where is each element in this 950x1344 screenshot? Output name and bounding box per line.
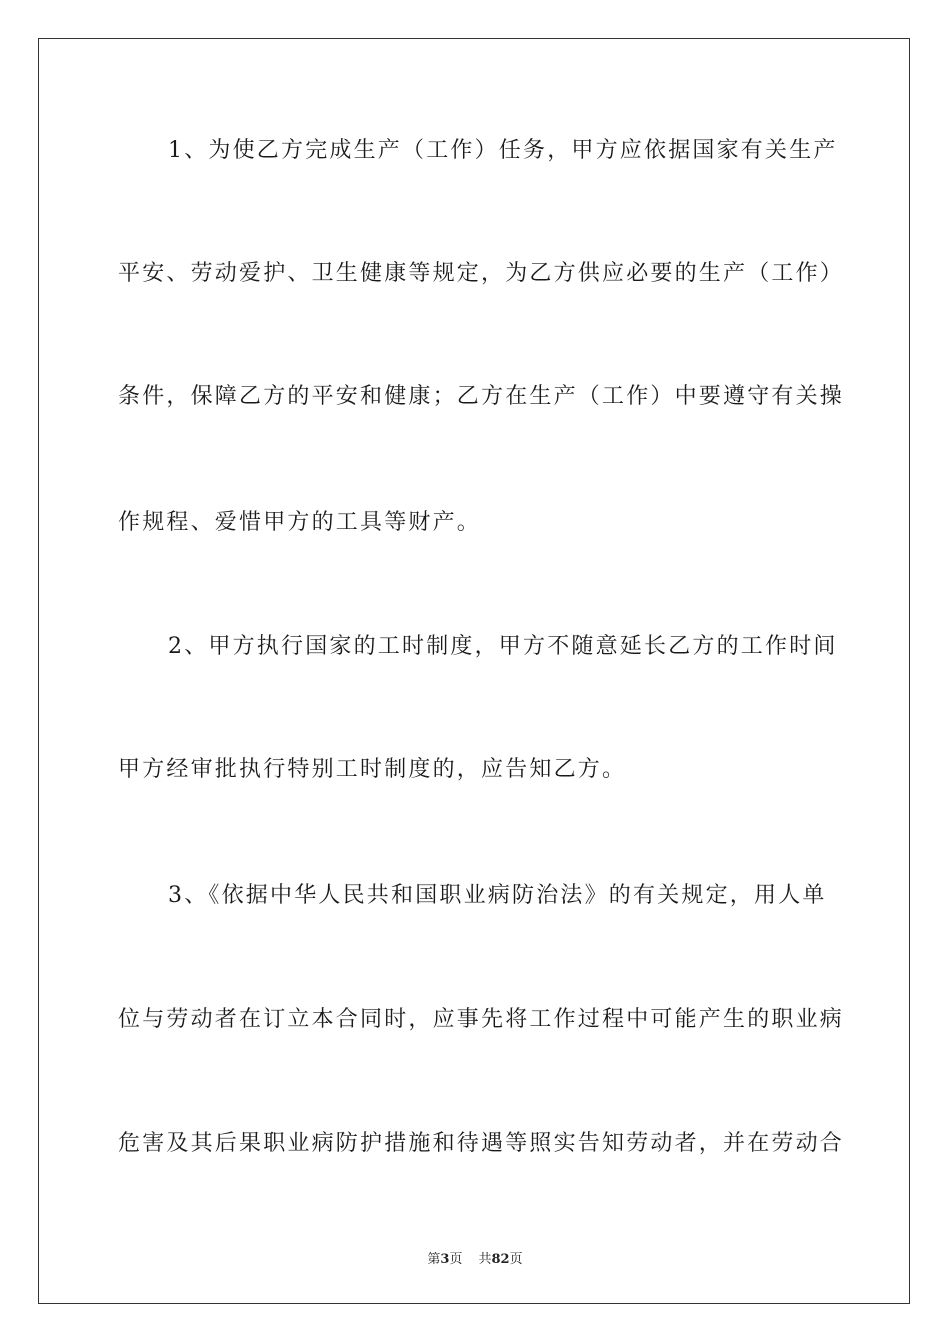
paragraph-1-line-3: 条件，保障乙方的平安和健康；乙方在生产（工作）中要遵守有关操 — [118, 384, 845, 409]
footer-page-prefix: 第 — [427, 1252, 441, 1267]
paragraph-1-line-2: 平安、劳动爱护、卫生健康等规定，为乙方供应必要的生产（工作） — [118, 261, 845, 286]
footer-page-suffix: 页 — [449, 1252, 463, 1267]
footer-page-number: 3 — [440, 1252, 450, 1267]
paragraph-1-line-1: 1、为使乙方完成生产（工作）任务，甲方应依据国家有关生产 — [168, 138, 838, 163]
footer-total-suffix: 页 — [509, 1252, 523, 1267]
page-border — [38, 38, 910, 1304]
paragraph-2-line-2: 甲方经审批执行特别工时制度的，应告知乙方。 — [118, 757, 627, 782]
footer-total-pages: 82 — [491, 1252, 510, 1267]
paragraph-3-line-2: 位与劳动者在订立本合同时，应事先将工作过程中可能产生的职业病 — [118, 1007, 845, 1032]
footer-total-prefix: 共 — [478, 1252, 492, 1267]
paragraph-3-line-1: 3、《依据中华人民共和国职业病防治法》的有关规定，用人单 — [168, 883, 827, 908]
paragraph-3-line-3: 危害及其后果职业病防护措施和待遇等照实告知劳动者，并在劳动合 — [118, 1131, 845, 1156]
page-footer — [0, 1248, 950, 1267]
paragraph-1-line-4: 作规程、爱惜甲方的工具等财产。 — [118, 510, 482, 535]
paragraph-2-line-1: 2、甲方执行国家的工时制度，甲方不随意延长乙方的工作时间 — [168, 634, 838, 659]
